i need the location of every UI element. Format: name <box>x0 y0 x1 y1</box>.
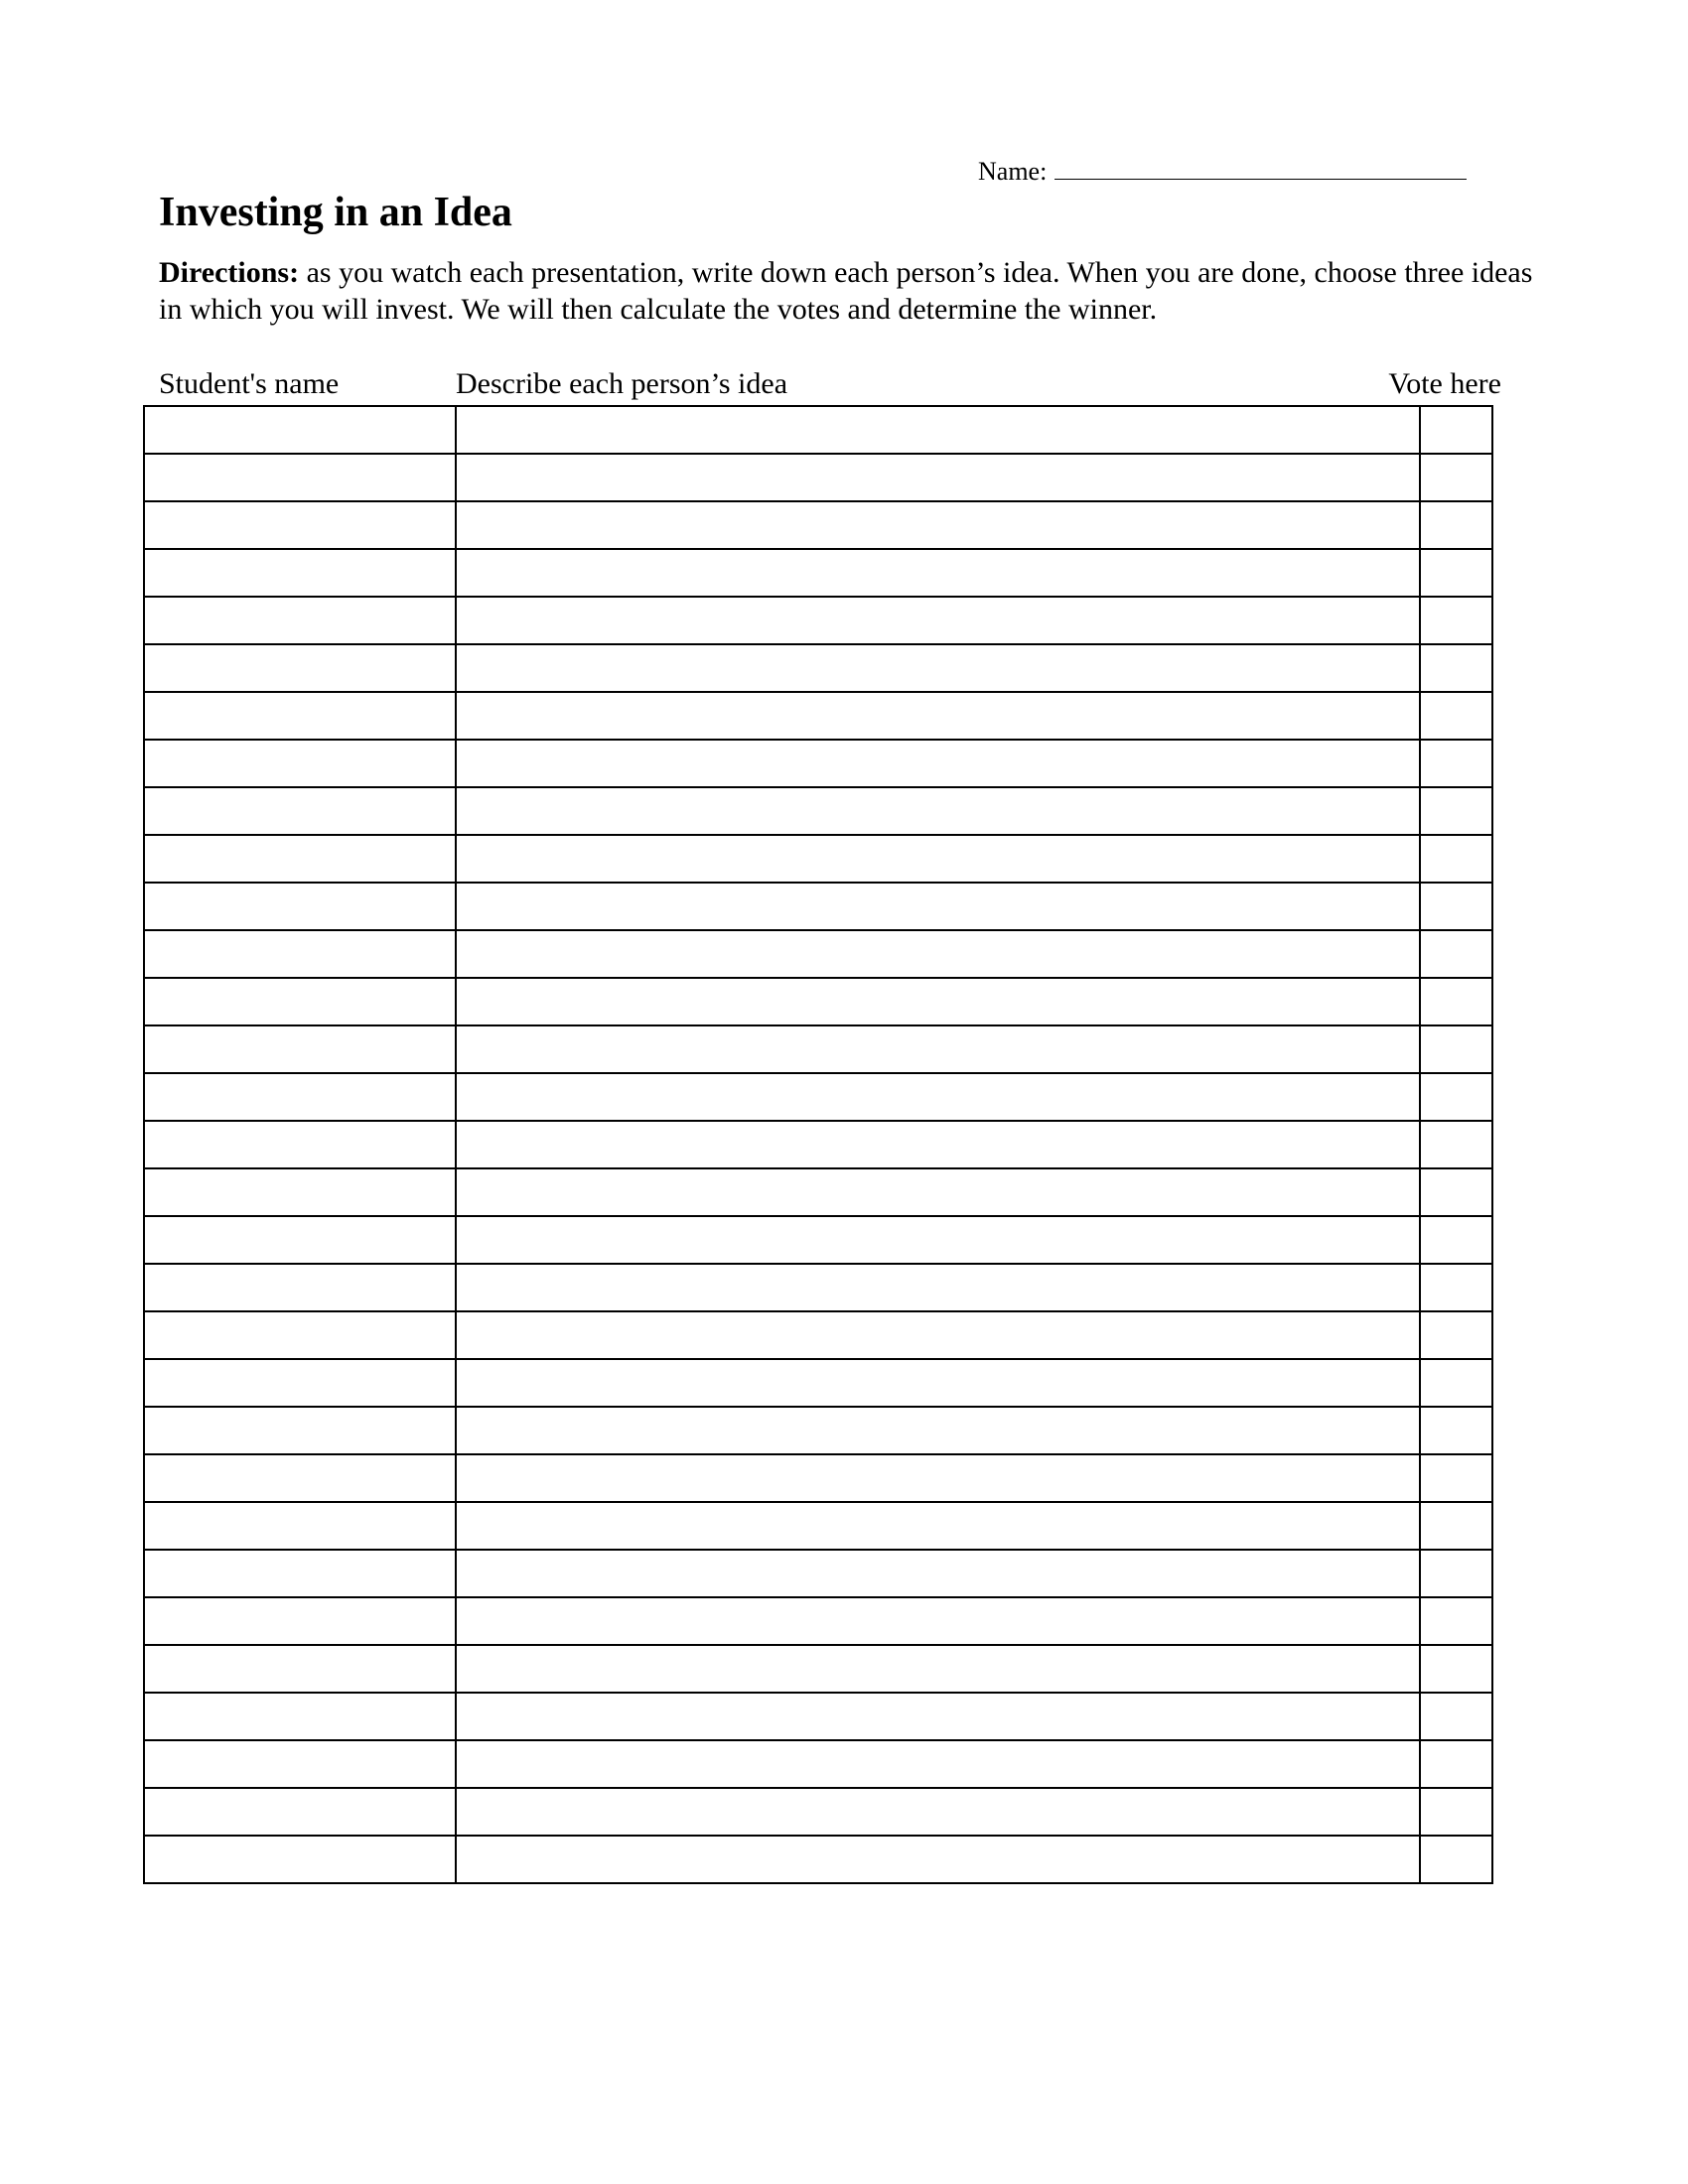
vote-cell[interactable] <box>1420 644 1492 692</box>
vote-cell[interactable] <box>1420 454 1492 501</box>
column-header-vote: Vote here <box>1388 367 1501 400</box>
student-name-cell[interactable] <box>144 978 456 1025</box>
table-row <box>144 454 1492 501</box>
idea-cell[interactable] <box>456 978 1420 1025</box>
table-row <box>144 1025 1492 1073</box>
student-name-cell[interactable] <box>144 1502 456 1550</box>
directions-text: as you watch each presentation, write down each person’s idea. When you are done, choose three ideas in which you will invest. We will then calculate the votes and determine the winner. <box>159 256 1533 326</box>
vote-cell[interactable] <box>1420 1168 1492 1216</box>
table-row <box>144 1788 1492 1836</box>
idea-cell[interactable] <box>456 835 1420 883</box>
idea-cell[interactable] <box>456 1311 1420 1359</box>
student-name-cell[interactable] <box>144 692 456 740</box>
vote-cell[interactable] <box>1420 1788 1492 1836</box>
idea-cell[interactable] <box>456 1645 1420 1693</box>
vote-cell[interactable] <box>1420 1454 1492 1502</box>
student-name-cell[interactable] <box>144 1121 456 1168</box>
student-name-cell[interactable] <box>144 740 456 787</box>
student-name-cell[interactable] <box>144 1645 456 1693</box>
vote-cell[interactable] <box>1420 597 1492 644</box>
student-name-cell[interactable] <box>144 644 456 692</box>
student-name-cell[interactable] <box>144 1740 456 1788</box>
table-row <box>144 1693 1492 1740</box>
vote-cell[interactable] <box>1420 549 1492 597</box>
vote-cell[interactable] <box>1420 1025 1492 1073</box>
student-name-cell[interactable] <box>144 597 456 644</box>
table-row <box>144 835 1492 883</box>
idea-cell[interactable] <box>456 930 1420 978</box>
table-row <box>144 930 1492 978</box>
table-row <box>144 644 1492 692</box>
table-row <box>144 692 1492 740</box>
student-name-cell[interactable] <box>144 1693 456 1740</box>
student-name-cell[interactable] <box>144 835 456 883</box>
student-name-cell[interactable] <box>144 1311 456 1359</box>
table-row <box>144 1359 1492 1407</box>
idea-cell[interactable] <box>456 1025 1420 1073</box>
idea-cell[interactable] <box>456 787 1420 835</box>
student-name-cell[interactable] <box>144 549 456 597</box>
vote-cell[interactable] <box>1420 1311 1492 1359</box>
table-row <box>144 1073 1492 1121</box>
table-row <box>144 549 1492 597</box>
student-name-cell[interactable] <box>144 406 456 454</box>
table-row <box>144 978 1492 1025</box>
table-row <box>144 1311 1492 1359</box>
vote-cell[interactable] <box>1420 692 1492 740</box>
idea-cell[interactable] <box>456 1740 1420 1788</box>
vote-cell[interactable] <box>1420 1645 1492 1693</box>
idea-cell[interactable] <box>456 501 1420 549</box>
student-name-cell[interactable] <box>144 1073 456 1121</box>
vote-cell[interactable] <box>1420 1359 1492 1407</box>
table-row <box>144 787 1492 835</box>
table-row <box>144 1645 1492 1693</box>
vote-cell[interactable] <box>1420 883 1492 930</box>
vote-cell[interactable] <box>1420 930 1492 978</box>
student-name-cell[interactable] <box>144 1836 456 1883</box>
vote-cell[interactable] <box>1420 1502 1492 1550</box>
table-row <box>144 1836 1492 1883</box>
student-name-cell[interactable] <box>144 787 456 835</box>
idea-cell[interactable] <box>456 740 1420 787</box>
vote-cell[interactable] <box>1420 787 1492 835</box>
student-name-cell[interactable] <box>144 1216 456 1264</box>
student-name-cell[interactable] <box>144 1788 456 1836</box>
vote-cell[interactable] <box>1420 1550 1492 1597</box>
student-name-cell[interactable] <box>144 1168 456 1216</box>
vote-cell[interactable] <box>1420 978 1492 1025</box>
table-row <box>144 883 1492 930</box>
student-name-cell[interactable] <box>144 1407 456 1454</box>
student-name-cell[interactable] <box>144 883 456 930</box>
vote-cell[interactable] <box>1420 1693 1492 1740</box>
vote-cell[interactable] <box>1420 501 1492 549</box>
student-name-cell[interactable] <box>144 1264 456 1311</box>
table-row <box>144 1216 1492 1264</box>
idea-cell[interactable] <box>456 549 1420 597</box>
idea-cell[interactable] <box>456 1073 1420 1121</box>
idea-cell[interactable] <box>456 1597 1420 1645</box>
table-row <box>144 1454 1492 1502</box>
idea-table <box>143 405 1493 1884</box>
idea-cell[interactable] <box>456 644 1420 692</box>
table-row <box>144 1121 1492 1168</box>
idea-cell[interactable] <box>456 1788 1420 1836</box>
table-row <box>144 1597 1492 1645</box>
vote-cell[interactable] <box>1420 1121 1492 1168</box>
table-row <box>144 1264 1492 1311</box>
table-row <box>144 1168 1492 1216</box>
idea-cell[interactable] <box>456 1693 1420 1740</box>
idea-cell[interactable] <box>456 1121 1420 1168</box>
vote-cell[interactable] <box>1420 1073 1492 1121</box>
name-label: Name: <box>978 157 1048 186</box>
table-row <box>144 1740 1492 1788</box>
idea-cell[interactable] <box>456 1264 1420 1311</box>
idea-cell[interactable] <box>456 1216 1420 1264</box>
idea-cell[interactable] <box>456 1454 1420 1502</box>
student-name-cell[interactable] <box>144 1550 456 1597</box>
vote-cell[interactable] <box>1420 1264 1492 1311</box>
table-row <box>144 1550 1492 1597</box>
student-name-cell[interactable] <box>144 930 456 978</box>
student-name-cell[interactable] <box>144 1597 456 1645</box>
idea-cell[interactable] <box>456 1836 1420 1883</box>
student-name-cell[interactable] <box>144 1359 456 1407</box>
idea-cell[interactable] <box>456 1502 1420 1550</box>
table-headers <box>159 367 1501 407</box>
student-name-cell[interactable] <box>144 454 456 501</box>
student-name-cell[interactable] <box>144 1454 456 1502</box>
vote-cell[interactable] <box>1420 1597 1492 1645</box>
vote-cell[interactable] <box>1420 1836 1492 1883</box>
column-header-student-name: Student's name <box>159 367 340 400</box>
idea-table-body <box>144 406 1492 1883</box>
vote-cell[interactable] <box>1420 406 1492 454</box>
vote-cell[interactable] <box>1420 1740 1492 1788</box>
name-field <box>978 157 1467 187</box>
idea-cell[interactable] <box>456 692 1420 740</box>
vote-cell[interactable] <box>1420 740 1492 787</box>
table-row <box>144 597 1492 644</box>
idea-cell[interactable] <box>456 454 1420 501</box>
column-header-idea: Describe each person’s idea <box>456 367 788 400</box>
vote-cell[interactable] <box>1420 1216 1492 1264</box>
idea-cell[interactable] <box>456 883 1420 930</box>
idea-cell[interactable] <box>456 1407 1420 1454</box>
vote-cell[interactable] <box>1420 1407 1492 1454</box>
idea-cell[interactable] <box>456 597 1420 644</box>
name-blank[interactable] <box>1055 157 1467 180</box>
idea-cell[interactable] <box>456 406 1420 454</box>
student-name-cell[interactable] <box>144 501 456 549</box>
student-name-cell[interactable] <box>144 1025 456 1073</box>
idea-cell[interactable] <box>456 1168 1420 1216</box>
table-row <box>144 1502 1492 1550</box>
page-title: Investing in an Idea <box>159 190 512 235</box>
idea-cell[interactable] <box>456 1550 1420 1597</box>
table-row <box>144 501 1492 549</box>
directions-paragraph <box>159 254 1549 328</box>
table-row <box>144 1407 1492 1454</box>
table-row <box>144 406 1492 454</box>
directions-label: Directions: <box>159 256 300 289</box>
vote-cell[interactable] <box>1420 835 1492 883</box>
idea-cell[interactable] <box>456 1359 1420 1407</box>
table-row <box>144 740 1492 787</box>
